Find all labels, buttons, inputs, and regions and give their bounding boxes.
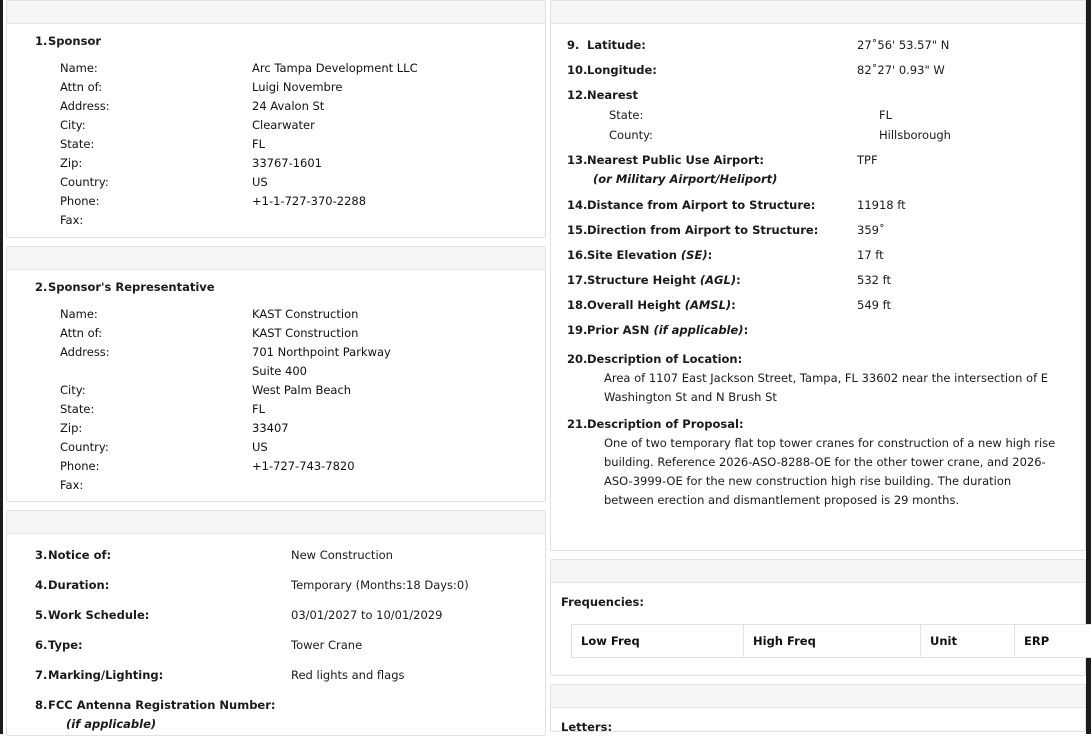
row-number: 19. [567,322,587,338]
card-body-letters [551,708,1085,742]
row-value: TPF [857,152,1075,168]
row-label: Direction from Airport to Structure: [587,222,857,238]
field-value: KAST Construction [252,324,502,342]
row-nearest-public-use-airport [567,152,1075,168]
row-value: FL [879,107,1075,123]
row-label: Description of Proposal: [587,417,744,431]
label-abbr: (if applicable) [653,323,743,337]
row-number: 8. [17,697,48,713]
card-body-notice-details [7,534,545,744]
sponsor-field-zip [17,154,535,172]
row-label [587,272,857,288]
row-value: 532 ft [857,272,1075,288]
row-latitude [567,37,1075,53]
field-value: US [252,173,502,191]
right-column [550,0,1086,740]
row-label: Description of Location: [587,352,742,366]
description-proposal-text: One of two temporary flat top tower cranes for construction of a new high rise building. Reference 2026-ASO-8288-OE for the other tower crane, and 2026-ASO-3999-OE for the new construction high rise building. The duration between erection and dismantlement proposed is 29 months. [567,434,1075,510]
card-header-letters [551,685,1085,708]
field-label: Attn of: [17,78,252,96]
field-value: Suite 400 [252,362,502,380]
sponsor-heading [17,34,535,48]
field-value: FL [252,135,502,153]
left-column [6,0,546,744]
row-longitude [567,62,1075,78]
row-value: New Construction [291,547,535,563]
row-work-schedule [17,607,535,623]
card-sponsor-representative [6,246,546,502]
field-label: Address: [17,343,252,361]
row-number: 20. [567,352,587,366]
column-header-low-freq: Low Freq [572,625,744,658]
row-label: Marking/Lighting: [48,667,291,683]
rep-field-address [17,343,535,361]
field-value: US [252,438,502,456]
field-label: Address: [17,97,252,115]
sponsor-field-fax [17,211,535,229]
label-text: Structure Height [587,273,700,287]
label-text: Prior ASN [587,323,653,337]
field-value: KAST Construction [252,305,502,323]
rep-field-attn [17,324,535,342]
row-number: 10. [567,62,587,78]
row-label: Type: [48,637,291,653]
sponsor-title: Sponsor [48,34,101,48]
row-number: 5. [17,607,48,623]
row-type [17,637,535,653]
rep-field-city [17,381,535,399]
rep-field-country [17,438,535,456]
row-number: 4. [17,577,48,593]
field-label: Zip: [17,419,252,437]
row-label [587,322,857,338]
row-nearest-state [567,107,1075,123]
sponsor-field-attn [17,78,535,96]
card-frequencies [550,559,1086,676]
row-number: 6. [17,637,48,653]
row-fcc-antenna-registration [17,697,535,713]
label-colon: : [731,298,736,312]
row-label: FCC Antenna Registration Number: [48,697,348,713]
row-marking-lighting [17,667,535,683]
row-label [587,297,857,313]
field-label: State: [17,400,252,418]
airport-military-note: (or Military Airport/Heliport) [567,171,1075,187]
field-value: 33767-1601 [252,154,502,172]
sponsor-field-city [17,116,535,134]
field-value: Arc Tampa Development LLC [252,59,502,77]
sponsor-number: 1. [17,34,48,48]
row-value: 359˚ [857,222,1075,238]
row-number: 16. [567,247,587,263]
representative-title: Sponsor's Representative [48,280,215,294]
label-text: Site Elevation [587,248,681,262]
row-nearest-county [567,127,1075,143]
description-proposal-heading [567,417,1075,431]
row-label: Nearest Public Use Airport: [587,152,857,168]
block-description-of-location [567,352,1075,407]
field-value: 33407 [252,419,502,437]
row-distance-from-airport [567,197,1075,213]
field-label: Phone: [17,192,252,210]
row-number: 13. [567,152,587,168]
row-value: Tower Crane [291,637,535,653]
row-duration [17,577,535,593]
rep-field-state [17,400,535,418]
row-number: 12. [567,87,587,103]
letters-title: Letters: [557,716,1075,734]
row-label: Latitude: [587,37,857,53]
field-label: Name: [17,59,252,77]
row-number: 21. [567,417,587,431]
row-notice-of [17,547,535,563]
row-value: Red lights and flags [291,667,535,683]
row-value: 27˚56' 53.57" N [857,37,1075,53]
field-value [252,211,502,229]
field-label: Phone: [17,457,252,475]
field-value: 701 Northpoint Parkway [252,343,502,361]
card-header-representative [7,247,545,270]
card-notice-details [6,510,546,736]
field-label [17,362,252,380]
frequencies-header-row [572,625,1091,658]
row-prior-asn [567,322,1075,338]
row-label: Work Schedule: [48,607,291,623]
column-header-unit: Unit [921,625,1015,658]
card-header-sponsor [7,1,545,24]
label-abbr: (AMSL) [685,298,731,312]
row-value: 549 ft [857,297,1075,313]
column-header-erp: ERP [1015,625,1091,658]
field-value: +1-727-743-7820 [252,457,502,475]
row-label: Longitude: [587,62,857,78]
frequencies-title: Frequencies: [557,591,1075,609]
card-body-structure-details [551,24,1085,530]
sponsor-field-name [17,59,535,77]
label-colon: : [744,323,749,337]
field-label: City: [17,116,252,134]
representative-number: 2. [17,280,48,294]
card-header-frequencies [551,560,1085,583]
description-location-text: Area of 1107 East Jackson Street, Tampa, FL 33602 near the intersection of E Washington St and N Brush St [567,369,1075,407]
field-label: Fax: [17,476,252,494]
row-label: Nearest [587,87,857,103]
label-colon: : [708,248,713,262]
row-value: Temporary (Months:18 Days:0) [291,577,535,593]
row-value: 17 ft [857,247,1075,263]
field-label: Zip: [17,154,252,172]
field-label: Country: [17,173,252,191]
row-label: Notice of: [48,547,291,563]
sponsor-field-country [17,173,535,191]
field-value: Clearwater [252,116,502,134]
row-overall-height [567,297,1075,313]
sponsor-field-phone [17,192,535,210]
label-abbr: (AGL) [700,273,736,287]
field-value: +1-1-727-370-2288 [252,192,502,210]
column-header-high-freq: High Freq [744,625,921,658]
field-label: City: [17,381,252,399]
row-direction-from-airport [567,222,1075,238]
label-colon: : [736,273,741,287]
card-sponsor [6,0,546,238]
row-label: County: [587,127,879,143]
block-description-of-proposal [567,417,1075,510]
rep-field-phone [17,457,535,475]
row-number: 3. [17,547,48,563]
fcc-if-applicable-note: (if applicable) [17,716,535,732]
field-value: FL [252,400,502,418]
card-body-sponsor [7,24,545,242]
rep-field-name [17,305,535,323]
sponsor-field-address [17,97,535,115]
row-number: 15. [567,222,587,238]
row-label [587,247,857,263]
row-number: 14. [567,197,587,213]
label-abbr: (SE) [681,248,708,262]
row-label: Duration: [48,577,291,593]
row-label: Distance from Airport to Structure: [587,197,857,213]
row-number: 17. [567,272,587,288]
field-value: Luigi Novembre [252,78,502,96]
sponsor-field-state [17,135,535,153]
field-label: Attn of: [17,324,252,342]
row-number: 18. [567,297,587,313]
field-value [252,476,502,494]
row-value: Hillsborough [879,127,1075,143]
card-header-structure-details [551,1,1085,24]
label-text: Overall Height [587,298,685,312]
row-nearest [567,87,1075,103]
field-label: State: [17,135,252,153]
card-body-frequencies [551,583,1085,672]
row-value: 82˚27' 0.93" W [857,62,1075,78]
representative-heading [17,280,535,294]
row-site-elevation [567,247,1075,263]
card-letters [550,684,1086,732]
rep-field-fax [17,476,535,494]
row-number: 7. [17,667,48,683]
card-header-notice-details [7,511,545,534]
two-column-layout [3,0,1086,734]
card-body-representative [7,270,545,507]
card-structure-details [550,0,1086,551]
field-label: Country: [17,438,252,456]
row-value: 11918 ft [857,197,1075,213]
rep-field-zip [17,419,535,437]
row-value: 03/01/2027 to 10/01/2029 [291,607,535,623]
field-value: 24 Avalon St [252,97,502,115]
row-structure-height [567,272,1075,288]
description-location-heading [567,352,1075,366]
frequencies-table [571,624,1091,658]
row-number: 9. [567,37,587,53]
rep-field-address-line2 [17,362,535,380]
field-value: West Palm Beach [252,381,502,399]
field-label: Fax: [17,211,252,229]
row-label: State: [587,107,879,123]
field-label: Name: [17,305,252,323]
